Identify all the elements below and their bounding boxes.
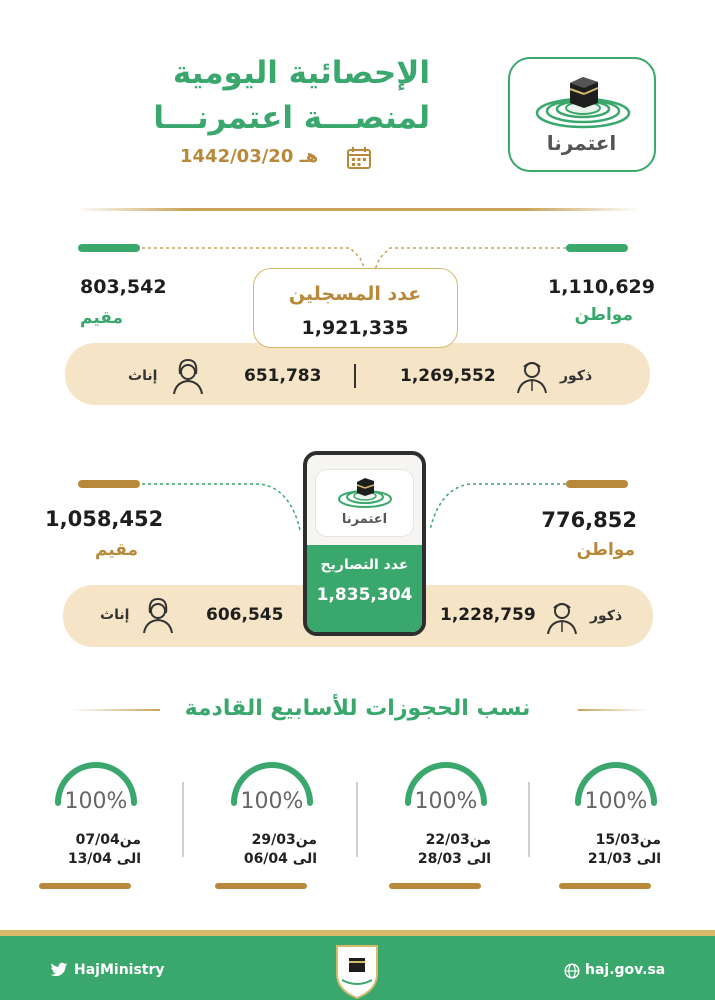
female-user-icon: [168, 356, 208, 396]
kaaba-logo-icon: [335, 474, 395, 510]
registered-total-title: عدد المسجلين: [288, 283, 422, 305]
permits-total-title: عدد التصاريح: [320, 557, 409, 573]
booking-to: [588, 850, 661, 868]
booking-week: [41, 755, 151, 895]
booking-from: [596, 831, 661, 849]
to-date: 06/04: [243, 851, 288, 867]
registered-female-label: إناث: [128, 368, 158, 384]
registered-total-card: [253, 268, 458, 348]
permits-citizens-label: مواطن: [576, 540, 635, 560]
week-separator: [356, 782, 358, 857]
phone-logo-text: اعتمرنا: [341, 512, 388, 527]
registered-male-label: ذكور: [560, 368, 593, 384]
permits-male-value: 1,228,759: [440, 605, 536, 625]
globe-icon: [564, 963, 580, 979]
booking-from: [252, 831, 317, 849]
registered-residents-label: مقيم: [80, 308, 124, 328]
booking-percent: 100%: [414, 789, 478, 814]
permits-male-label: ذكور: [590, 608, 623, 624]
kaaba-logo-icon: [528, 69, 638, 134]
booking-week: [391, 755, 501, 895]
permits-female-label: إناث: [100, 607, 130, 623]
twitter-handle[interactable]: HajMinistry: [74, 962, 165, 978]
booking-to: [418, 850, 491, 868]
footer: [0, 930, 715, 1000]
booking-week: [561, 755, 671, 895]
male-user-icon: [512, 355, 552, 395]
from-date: 29/03: [251, 832, 296, 848]
to-date: 13/04: [67, 851, 112, 867]
booking-percent: 100%: [64, 789, 128, 814]
registered-residents-value: 803,542: [80, 276, 167, 298]
page-title-line2: لمنصـــة اعتمرنـــا: [153, 100, 430, 136]
week-separator: [528, 782, 530, 857]
male-user-icon: [542, 596, 582, 636]
from-label: من: [119, 832, 141, 848]
permits-total-panel: [307, 545, 422, 636]
booking-week: [217, 755, 327, 895]
to-label: الى: [287, 851, 317, 867]
logo-text: اعتمرنا: [546, 131, 617, 155]
phone-mockup: [303, 451, 426, 636]
from-date: 22/03: [425, 832, 470, 848]
page-title-line1: الإحصائية اليومية: [172, 55, 430, 91]
registered-female-value: 651,783: [244, 366, 322, 386]
ministry-emblem-icon: [332, 940, 382, 1000]
gender-separator: [354, 364, 356, 388]
to-label: الى: [631, 851, 661, 867]
to-label: الى: [461, 851, 491, 867]
booking-from: [76, 831, 141, 849]
female-user-icon: [138, 595, 178, 635]
phone-app-icon: [315, 469, 414, 537]
permits-female-value: 606,545: [206, 605, 284, 625]
website-link[interactable]: haj.gov.sa: [585, 962, 666, 978]
week-separator: [182, 782, 184, 857]
permits-residents-value: 1,058,452: [45, 507, 164, 531]
booking-percent: 100%: [240, 789, 304, 814]
to-date: 21/03: [587, 851, 632, 867]
residents-accent-bar: [78, 244, 140, 252]
week-underline: [559, 883, 651, 889]
permits-residents-label: مقيم: [95, 540, 139, 560]
to-date: 28/03: [417, 851, 462, 867]
date-suffix: هـ: [299, 146, 319, 167]
permits-residents-accent-bar: [78, 480, 140, 488]
booking-to: [68, 850, 141, 868]
booking-percent: 100%: [584, 789, 648, 814]
date-value: 1442/03/20: [180, 146, 294, 167]
calendar-icon: [346, 146, 372, 170]
header-divider: [75, 208, 640, 211]
booking-to: [244, 850, 317, 868]
from-date: 15/03: [595, 832, 640, 848]
registered-male-value: 1,269,552: [400, 366, 496, 386]
registered-citizens-value: 1,110,629: [548, 276, 655, 298]
registered-total-value: 1,921,335: [301, 317, 409, 339]
week-underline: [39, 883, 131, 889]
citizens-accent-bar: [566, 244, 628, 252]
booking-from: [426, 831, 491, 849]
permits-citizens-accent-bar: [566, 480, 628, 488]
twitter-icon[interactable]: [50, 962, 68, 978]
week-underline: [215, 883, 307, 889]
week-underline: [389, 883, 481, 889]
permits-citizens-value: 776,852: [541, 508, 637, 532]
from-label: من: [469, 832, 491, 848]
app-logo-card: [508, 57, 656, 172]
from-label: من: [639, 832, 661, 848]
from-label: من: [295, 832, 317, 848]
to-label: الى: [111, 851, 141, 867]
registered-citizens-label: مواطن: [574, 305, 633, 325]
report-date: [180, 146, 318, 167]
bookings-section-title: نسب الحجوزات للأسابيع القادمة: [184, 696, 531, 721]
from-date: 07/04: [75, 832, 120, 848]
permits-total-value: 1,835,304: [316, 585, 413, 605]
